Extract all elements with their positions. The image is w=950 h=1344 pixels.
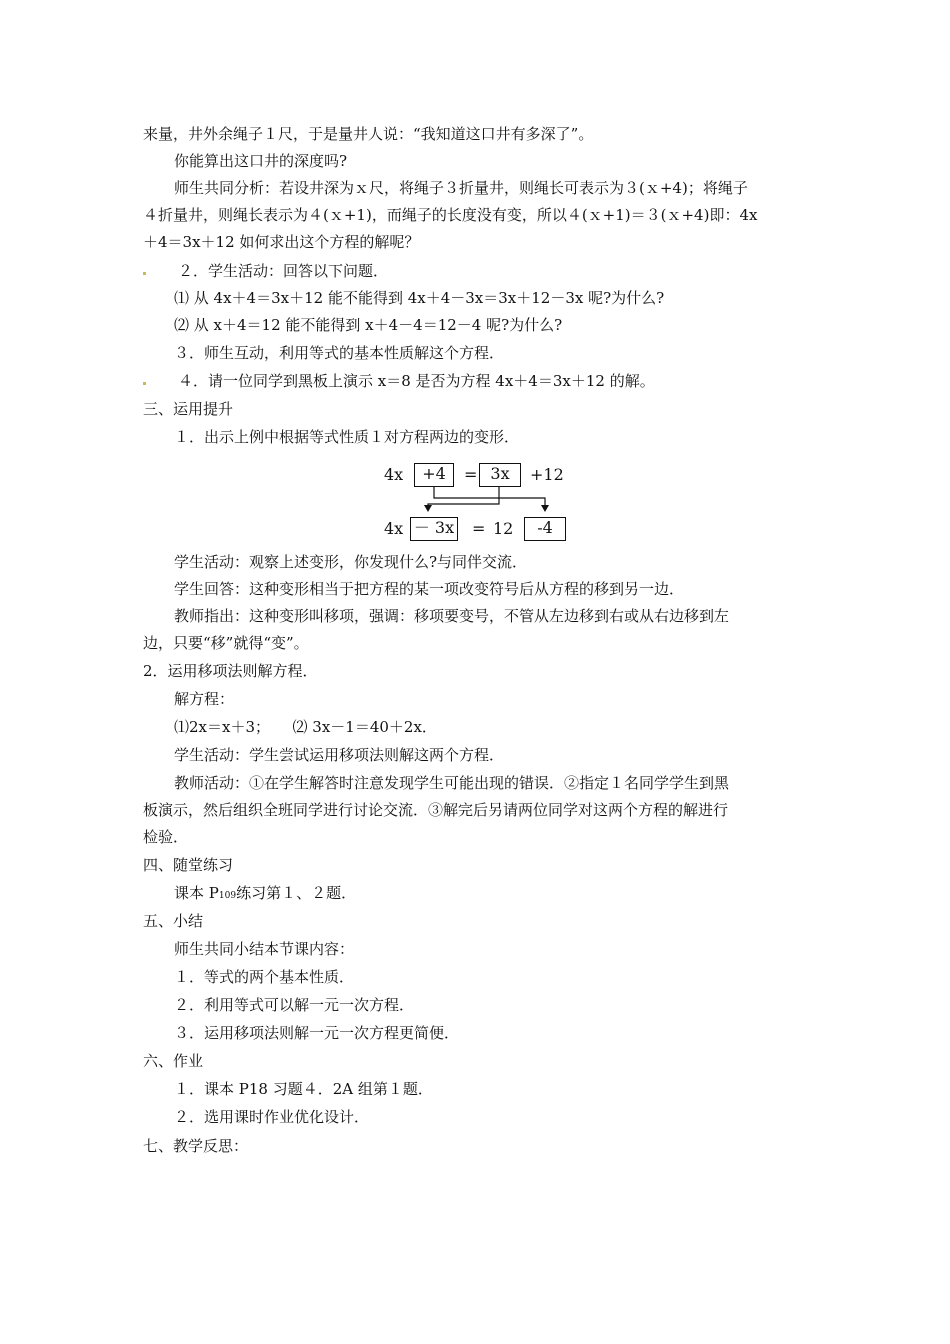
eq-bot-left: 4x	[384, 519, 404, 538]
text-line: 2．运用移项法则解方程．	[143, 662, 318, 680]
eq-top-box-plus4: +4	[414, 463, 454, 487]
text-line: 边，只要“移”就得“变”。	[143, 634, 309, 652]
arrowhead-left	[424, 505, 432, 512]
text-line: 教师活动：①在学生解答时注意发现学生可能出现的错误．②指定１名同学学生到黑	[174, 774, 730, 792]
text-line: ３．师生互动，利用等式的基本性质解这个方程．	[174, 344, 505, 362]
text-line: ＋4＝3x＋12 如何求出这个方程的解呢？	[143, 233, 420, 251]
eq-bot-box-minus3x: － 3x	[410, 517, 458, 541]
arrowhead-right	[541, 505, 549, 512]
text-line: ２．选用课时作业优化设计．	[174, 1108, 370, 1126]
text-line: 来量，井外余绳子１尺，于是量井人说：“我知道这口井有多深了”。	[143, 125, 594, 143]
text-part: 课本 P	[174, 884, 219, 902]
eq-top-left: 4x	[384, 465, 404, 484]
eq-top-box-3x: 3x	[479, 463, 521, 487]
text-line: 师生共同小结本节课内容：	[174, 940, 355, 958]
text-line: ３．运用移项法则解一元一次方程更简便．	[174, 1024, 460, 1042]
text-line: ２．学生活动：回答以下问题．	[178, 262, 389, 280]
text-line: ⑴ 从 4x＋4＝3x＋12 能不能得到 4x＋4－3x＝3x＋12－3x 呢?为什么?	[174, 289, 665, 307]
text-line: １．出示上例中根据等式性质１对方程两边的变形．	[174, 428, 520, 446]
text-line	[174, 882, 356, 907]
equation-diagram	[380, 456, 580, 546]
eq-top-equals: =	[464, 465, 478, 484]
page-subscript: 109	[218, 891, 237, 901]
section-heading: 三、运用提升	[143, 400, 234, 418]
eq-bot-box-minus4: -4	[524, 517, 566, 541]
marker-dot	[143, 272, 146, 275]
text-line: 板演示，然后组织全班同学进行讨论交流．③解完后另请两位同学对这两个方程的解进行	[143, 801, 729, 819]
text-line: ４．请一位同学到黑板上演示 x＝8 是否为方程 4x＋4＝3x＋12 的解。	[178, 372, 655, 390]
text-line: 学生活动：学生尝试运用移项法则解这两个方程．	[174, 746, 505, 764]
section-heading: 七、教学反思：	[143, 1137, 249, 1155]
text-line: １．课本 P18 习题４．2A 组第１题．	[174, 1080, 433, 1098]
text-line: 检验．	[143, 828, 189, 846]
section-heading: 四、随堂练习	[143, 856, 234, 874]
text-line: 学生活动：观察上述变形，你发现什么?与同伴交流．	[174, 553, 528, 571]
text-line: 你能算出这口井的深度吗?	[174, 152, 348, 170]
text-line: 学生回答：这种变形相当于把方程的某一项改变符号后从方程的移到另一边．	[174, 580, 685, 598]
eq-bot-mid: 12	[493, 519, 514, 538]
eq-top-right: +12	[530, 465, 564, 484]
section-heading: 六、作业	[143, 1052, 204, 1070]
marker-dot	[143, 382, 146, 385]
text-line: ⑴2x＝x＋3； ⑵ 3x－1＝40＋2x．	[174, 718, 437, 736]
arrow-plus4-to-right	[434, 487, 545, 510]
text-part: 练习第１、２题．	[236, 884, 357, 902]
text-line: 解方程：	[174, 690, 235, 708]
text-line: ４折量井，则绳长表示为４(ｘ+1)，而绳子的长度没有变，所以４(ｘ+1)＝３(ｘ+4)即：4x	[143, 206, 758, 224]
section-heading: 五、小结	[143, 912, 204, 930]
text-line: 教师指出：这种变形叫移项，强调：移项要变号，不管从左边移到右或从右边移到左	[174, 607, 730, 625]
text-line: １．等式的两个基本性质．	[174, 968, 355, 986]
eq-bot-equals: =	[472, 519, 486, 538]
text-line: ⑵ 从 x＋4＝12 能不能得到 x＋4－4＝12－4 呢?为什么?	[174, 316, 563, 334]
text-line: 师生共同分析：若设井深为ｘ尺，将绳子３折量井，则绳长可表示为３(ｘ+4)；将绳子	[174, 179, 748, 197]
text-line: ２．利用等式可以解一元一次方程．	[174, 996, 415, 1014]
